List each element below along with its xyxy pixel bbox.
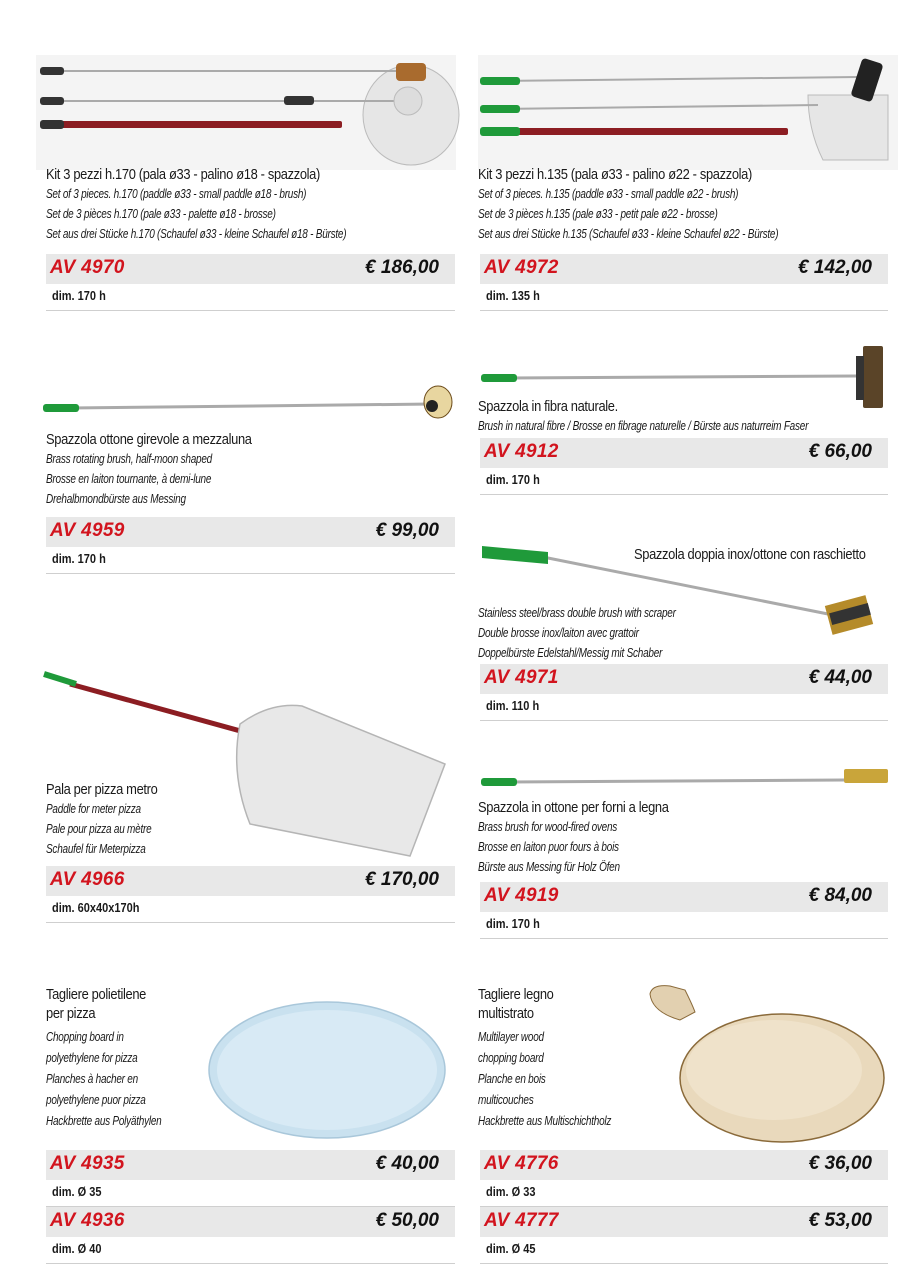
product-dim: dim. 60x40x170h bbox=[52, 901, 140, 915]
wood-oven-brush-image bbox=[478, 765, 898, 795]
product-desc-de: Doppelbürste Edelstahl/Messig mit Schaber bbox=[478, 646, 663, 660]
product-desc-en: Paddle for meter pizza bbox=[46, 802, 141, 816]
product-price: € 99,00 bbox=[375, 520, 439, 541]
product-desc-en: Stainless steel/brass double brush with scraper bbox=[478, 606, 676, 620]
price-bar bbox=[480, 882, 888, 912]
product-4966 bbox=[46, 780, 178, 859]
dim-row bbox=[46, 284, 455, 311]
product-desc-line: chopping board bbox=[478, 1051, 544, 1065]
dim-row bbox=[46, 896, 455, 923]
product-4912 bbox=[478, 397, 891, 436]
product-desc-fr: Double brosse inox/laiton avec grattoir bbox=[478, 626, 639, 640]
price-bar bbox=[480, 1150, 888, 1180]
product-desc-line: polyethylene for pizza bbox=[46, 1051, 138, 1065]
product-desc-line: multicouches bbox=[478, 1093, 534, 1107]
product-desc-de: Schaufel für Meterpizza bbox=[46, 842, 146, 856]
product-dim: dim. 110 h bbox=[486, 699, 540, 713]
product-desc-line: polyethylene puor pizza bbox=[46, 1093, 146, 1107]
dim-row bbox=[46, 547, 455, 574]
product-desc: Brush in natural fibre / Brosse en fibrage naturelle / Bürste aus naturreim Faser bbox=[478, 419, 809, 433]
price-bar bbox=[46, 1207, 455, 1237]
dim-row bbox=[480, 284, 888, 311]
product-title-line-2: multistrato bbox=[478, 1005, 534, 1022]
product-title: Kit 3 pezzi h.135 (pala ø33 - palino ø22 - spazzola) bbox=[478, 166, 752, 183]
product-code: AV 4936 bbox=[50, 1210, 125, 1231]
product-dim: dim. Ø 33 bbox=[486, 1185, 536, 1199]
dim-row bbox=[480, 694, 888, 721]
price-bar bbox=[46, 254, 455, 284]
product-desc-line: Chopping board in bbox=[46, 1030, 124, 1044]
price-bar bbox=[480, 664, 888, 694]
kit-170-image bbox=[36, 55, 456, 170]
product-desc-en: Brass brush for wood-fired ovens bbox=[478, 820, 618, 834]
product-desc-de: Set aus drei Stücke h.135 (Schaufel ø33 - kleine Schaufel ø22 - Bürste) bbox=[478, 227, 779, 241]
product-price: € 50,00 bbox=[375, 1210, 439, 1231]
price-bar bbox=[46, 1150, 455, 1180]
product-code: AV 4935 bbox=[50, 1153, 125, 1174]
product-4971 bbox=[478, 603, 725, 663]
product-dim: dim. Ø 45 bbox=[486, 1242, 536, 1256]
product-4971-title bbox=[634, 545, 903, 564]
product-title-line-1: Tagliere polietilene bbox=[46, 986, 146, 1003]
product-desc-en: Set of 3 pieces. h.170 (paddle ø33 - small paddle ø18 - brush) bbox=[46, 187, 307, 201]
product-code: AV 4971 bbox=[484, 667, 559, 688]
product-dim: dim. 170 h bbox=[486, 917, 540, 931]
price-bar bbox=[46, 517, 455, 547]
product-dim: dim. 170 h bbox=[486, 473, 540, 487]
product-desc-line: Planche en bois bbox=[478, 1072, 546, 1086]
price-bar bbox=[480, 254, 888, 284]
price-bar bbox=[480, 438, 888, 468]
product-desc-line: Planches à hacher en bbox=[46, 1072, 138, 1086]
product-desc-fr: Set de 3 pièces h.170 (pale ø33 - palette ø18 - brosse) bbox=[46, 207, 276, 221]
product-code: AV 4970 bbox=[50, 257, 125, 278]
product-price: € 84,00 bbox=[808, 885, 872, 906]
product-desc-en: Brass rotating brush, half-moon shaped bbox=[46, 452, 212, 466]
product-desc-de: Drehalbmondbürste aus Messing bbox=[46, 492, 186, 506]
product-code: AV 4777 bbox=[484, 1210, 559, 1231]
product-price: € 142,00 bbox=[798, 257, 872, 278]
product-price: € 36,00 bbox=[808, 1153, 872, 1174]
product-4776 bbox=[478, 985, 644, 1132]
product-title-line-1: Tagliere legno bbox=[478, 986, 554, 1003]
product-desc-line: Hackbrette aus Polyäthylen bbox=[46, 1114, 162, 1128]
dim-row bbox=[46, 1237, 455, 1264]
product-desc-line: Hackbrette aus Multischichtholz bbox=[478, 1114, 612, 1128]
product-title-line-2: per pizza bbox=[46, 1005, 96, 1022]
half-moon-brush-image bbox=[40, 380, 460, 425]
product-dim: dim. 135 h bbox=[486, 289, 540, 303]
product-price: € 186,00 bbox=[365, 257, 439, 278]
product-desc-fr: Brosse en laiton tournante, à demi-lune bbox=[46, 472, 212, 486]
product-desc-fr: Brosse en laiton puor fours à bois bbox=[478, 840, 619, 854]
product-desc-line: Multilayer wood bbox=[478, 1030, 544, 1044]
product-dim: dim. Ø 40 bbox=[52, 1242, 102, 1256]
product-4935 bbox=[46, 985, 190, 1132]
product-price: € 53,00 bbox=[808, 1210, 872, 1231]
product-code: AV 4919 bbox=[484, 885, 559, 906]
product-dim: dim. Ø 35 bbox=[52, 1185, 102, 1199]
product-title: Kit 3 pezzi h.170 (pala ø33 - palino ø18 - spazzola) bbox=[46, 166, 320, 183]
product-code: AV 4972 bbox=[484, 257, 559, 278]
kit-135-image bbox=[478, 55, 898, 170]
product-kit-170 bbox=[46, 165, 421, 244]
product-dim: dim. 170 h bbox=[52, 289, 106, 303]
price-bar bbox=[46, 866, 455, 896]
product-title: Spazzola in fibra naturale. bbox=[478, 398, 618, 415]
product-desc-en: Set of 3 pieces. h.135 (paddle ø33 - small paddle ø22 - brush) bbox=[478, 187, 739, 201]
product-code: AV 4959 bbox=[50, 520, 125, 541]
product-price: € 40,00 bbox=[375, 1153, 439, 1174]
product-price: € 170,00 bbox=[365, 869, 439, 890]
product-title: Pala per pizza metro bbox=[46, 781, 158, 798]
price-bar bbox=[480, 1207, 888, 1237]
dim-row bbox=[480, 1180, 888, 1207]
product-desc-fr: Set de 3 pièces h.135 (pale ø33 - petit pale ø22 - brosse) bbox=[478, 207, 718, 221]
wood-board-image bbox=[640, 982, 890, 1147]
product-kit-135 bbox=[478, 165, 853, 244]
polyethylene-board-image bbox=[205, 998, 450, 1143]
product-desc-de: Set aus drei Stücke h.170 (Schaufel ø33 - kleine Schaufel ø18 - Bürste) bbox=[46, 227, 347, 241]
product-title: Spazzola ottone girevole a mezzaluna bbox=[46, 431, 252, 448]
dim-row bbox=[480, 912, 888, 939]
product-code: AV 4776 bbox=[484, 1153, 559, 1174]
dim-row bbox=[46, 1180, 455, 1207]
product-desc-de: Bürste aus Messing für Holz Öfen bbox=[478, 860, 620, 874]
product-4919 bbox=[478, 798, 700, 877]
product-dim: dim. 170 h bbox=[52, 552, 106, 566]
product-price: € 66,00 bbox=[808, 441, 872, 462]
product-title: Spazzola in ottone per forni a legna bbox=[478, 799, 669, 816]
product-desc-fr: Pale pour pizza au mètre bbox=[46, 822, 152, 836]
product-title: Spazzola doppia inox/ottone con raschietto bbox=[634, 546, 866, 563]
product-price: € 44,00 bbox=[808, 667, 872, 688]
dim-row bbox=[480, 468, 888, 495]
product-4959 bbox=[46, 430, 285, 509]
product-code: AV 4966 bbox=[50, 869, 125, 890]
product-code: AV 4912 bbox=[484, 441, 559, 462]
dim-row bbox=[480, 1237, 888, 1264]
